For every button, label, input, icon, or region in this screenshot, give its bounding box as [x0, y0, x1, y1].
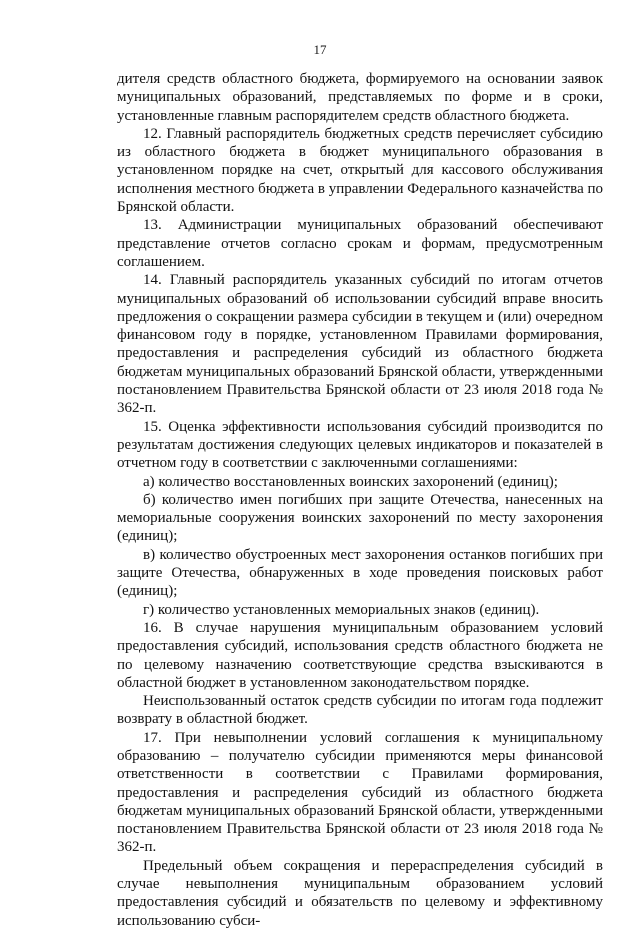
paragraph-15: 15. Оценка эффективности использования субсидий производится по результатам достижения следующих целевых индикаторов и показателей в отчетном году в соответствии с заключенными соглашениями:	[117, 418, 603, 472]
paragraph-reduction-limit: Предельный объем сокращения и перераспределения субсидий в случае невыполнения муниципальным образованием условий предоставления субсидий и обязательств по целевому и эффективному использованию субси-	[117, 857, 603, 929]
list-item-a: а) количество восстановленных воинских захоронений (единиц);	[143, 473, 558, 490]
paragraph-unused-balance: Неиспользованный остаток средств субсидии по итогам года подлежит возврату в областной бюджет.	[117, 693, 603, 728]
page-number: 17	[313, 42, 327, 57]
document-body	[117, 70, 603, 930]
paragraph-17: 17. При невыполнении условий соглашения к муниципальному образованию – получателю субсидии применяются меры финансовой ответственности в соответствии с Правилами формирования, предоставления и распределения субсидий из областного бюджета бюджетам муниципальных образований Брянской области, утвержденными постановлением Правительства Брянской области от 23 июля 2018 года № 362-п.	[117, 729, 603, 856]
paragraph-16: 16. В случае нарушения муниципальным образованием условий предоставления субсидий, использования средств областного бюджета не по целевому назначению соответствующие средства взыскиваются в областной бюджет в установленном законодательством порядке.	[117, 619, 603, 691]
list-item-v: в) количество обустроенных мест захоронения останков погибших при защите Отечества, обнаруженных в ходе проведения поисковых работ (единиц);	[117, 546, 603, 600]
paragraph-continuation: дителя средств областного бюджета, формируемого на основании заявок муниципальных образований, представляемых по форме и в сроки, установленные главным распорядителем средств областного бюджета.	[117, 71, 603, 124]
paragraph-12: 12. Главный распорядитель бюджетных средств перечисляет субсидию из областного бюджета в бюджет муниципального образования в установленном порядке на счет, открытый для кассового обслуживания исполнения местного бюджета в управлении Федерального казначейства по Брянской области.	[117, 125, 603, 216]
paragraph-13: 13. Администрации муниципальных образований обеспечивают представление отчетов согласно срокам и формам, предусмотренным соглашением.	[117, 217, 603, 270]
list-item-g: г) количество установленных мемориальных знаков (единиц).	[143, 601, 540, 618]
paragraph-14: 14. Главный распорядитель указанных субсидий по итогам отчетов муниципальных образований об использовании субсидий вправе вносить предложения о сокращении размера субсидии в текущем и (или) очередном финансовом году в порядке, установленном Правилами формирования, предоставления и распределения субсидий из областного бюджета бюджетам муниципальных образований Брянской области, утвержденными постановлением Правительства Брянской области от 23 июля 2018 года № 362-п.	[117, 272, 603, 417]
list-item-b: б) количество имен погибших при защите Отечества, нанесенных на мемориальные сооружения воинских захоронений по месту захоронения (единиц);	[117, 491, 603, 545]
